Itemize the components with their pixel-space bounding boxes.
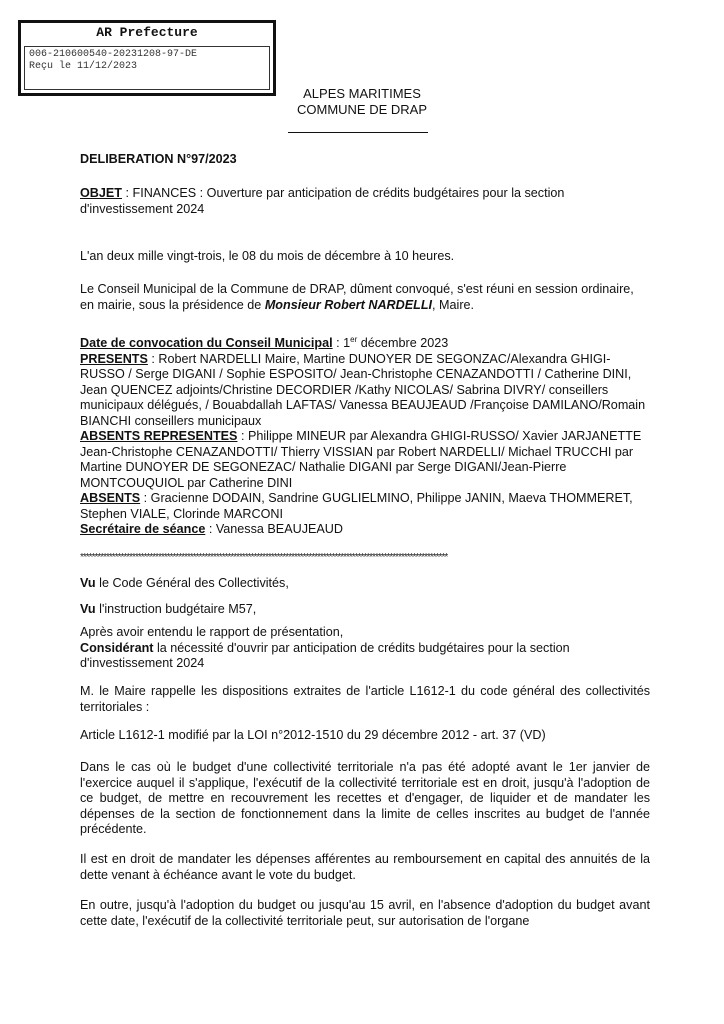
convocation-sup: er (350, 334, 358, 344)
deliberation-number: DELIBERATION N°97/2023 (80, 152, 237, 166)
vu-code-text: le Code Général des Collectivités, (95, 576, 289, 590)
stamp-received-date: Reçu le 11/12/2023 (29, 61, 138, 72)
vu-code (80, 576, 650, 592)
secretaire-label: Secrétaire de séance (80, 522, 206, 536)
rappel-paragraph: M. le Maire rappelle les dispositions extraites de l'article L1612-1 du code général des collectivités territoriales : (80, 684, 650, 714)
session-date: L'an deux mille vingt-trois, le 08 du mois de décembre à 10 heures. (80, 249, 455, 263)
department-name: ALPES MARITIMES (303, 86, 421, 101)
objet-label: OBJET (80, 186, 122, 200)
presents-text: : Robert NARDELLI Maire, Martine DUNOYER DE SEGONZAC/Alexandra GHIGI-RUSSO / Serge DIGANI / Sophie ESPOSITO/ Jean-Christophe CENAZANDOTTI / Catherine DINI, Jean QUENCEZ adjoints/Christine DECORDIER /Kathy NICOLAS/ Sabrina DIVRY/ conseillers municipaux délégués, / Bouabdallah LAFTAS/ Vanessa BEAUJEAUD /Françoise DAMILANO/Romain BIANCHI conseillers municipaux (80, 351, 646, 428)
considerations-block (80, 625, 650, 672)
vu-instruction-bold: Vu (80, 602, 96, 616)
presents-label: PRESENTS (80, 351, 148, 366)
absents-label: ABSENTS (80, 491, 141, 505)
secretaire-text: : Vanessa BEAUJEAUD (205, 522, 343, 536)
article-paragraph-1: Dans le cas où le budget d'une collectivité territoriale n'a pas été adopté avant le 1er janvier de l'exercice auquel il s'applique, l'exécutif de la collectivité territoriale est en droit, jusqu'à l'adoption de ce budget, de mettre en recouvrement les recettes et d'engager, de liquider et de mandater les dépenses de la section de fonctionnement dans la limite de celles inscrites au budget de l'année précédente. (80, 760, 650, 836)
considerant-paragraph (80, 641, 650, 672)
presents-paragraph (80, 352, 650, 430)
objet-text: : FINANCES : Ouverture par anticipation de crédits budgétaires pour la section d'investissement 2024 (80, 186, 565, 216)
vu-code-bold: Vu (80, 576, 96, 590)
council-prefix: Le Conseil Municipal de la Commune de DRAP, dûment convoqué, s'est réuni en session ordinaire, en mairie, sous la présidence de (80, 282, 634, 312)
absents-paragraph (80, 491, 650, 522)
convocation-label: Date de convocation du Conseil Municipal (80, 336, 333, 350)
absents-text: : Gracienne DODAIN, Sandrine GUGLIELMINO, Philippe JANIN, Maeva THOMMERET, Stephen VIALE, Clorinde MARCONI (80, 491, 633, 521)
article-reference: Article L1612-1 modifié par la LOI n°2012-1510 du 29 décembre 2012 - art. 37 (VD) (80, 728, 546, 742)
absents-representes-text: : Philippe MINEUR par Alexandra GHIGI-RUSSO/ Xavier JARJANETTE Jean-Christophe CENAZANDOTTI/ Thierry VISSIAN par Robert NARDELLI/ Michael TRUCCHI par Martine DUNOYER DE SEGONEZAC/ Nathalie DIGANI par Serge DIGANI/Jean-Pierre MONTCOUQUIOL par Catherine DINI (80, 429, 642, 490)
prefecture-stamp (18, 20, 276, 96)
stamp-reference: 006-210600540-20231208-97-DE (29, 49, 198, 60)
vu-instruction-text: l'instruction budgétaire M57, (95, 602, 257, 616)
convocation-day: : 1 (332, 336, 351, 350)
considerant-bold: Considérant (80, 640, 154, 655)
council-president: Monsieur Robert NARDELLI (264, 297, 433, 312)
header-divider (288, 132, 428, 133)
convocation-line (80, 336, 650, 352)
attendance-block (80, 336, 650, 538)
commune-name: COMMUNE DE DRAP (296, 102, 427, 117)
council-suffix: , Maire. (432, 297, 475, 312)
considerant-text: la nécessité d'ouvrir par anticipation de crédits budgétaires pour la section d'investissement 2024 (80, 640, 570, 670)
article-paragraph-2: Il est en droit de mandater les dépenses afférentes au remboursement en capital des annuités de la dette venant à échéance avant le vote du budget. (80, 852, 650, 882)
objet-paragraph (80, 186, 650, 217)
stamp-title: AR Prefecture (96, 25, 198, 40)
absents-representes-paragraph (80, 429, 650, 491)
apres-line: Après avoir entendu le rapport de présentation, (80, 625, 344, 639)
vu-instruction (80, 602, 650, 618)
stamp-details (24, 46, 270, 90)
secretaire-paragraph (80, 522, 650, 538)
asterisk-separator: ******************************************************************************************************************************* (80, 552, 448, 563)
absents-representes-label: ABSENTS REPRESENTES (80, 429, 238, 443)
convocation-rest: décembre 2023 (357, 336, 449, 350)
article-paragraph-3: En outre, jusqu'à l'adoption du budget ou jusqu'au 15 avril, en l'absence d'adoption du budget avant cette date, l'exécutif de la collectivité territoriale peut, sur autorisation de l'organe (80, 898, 650, 928)
council-paragraph (80, 282, 650, 313)
